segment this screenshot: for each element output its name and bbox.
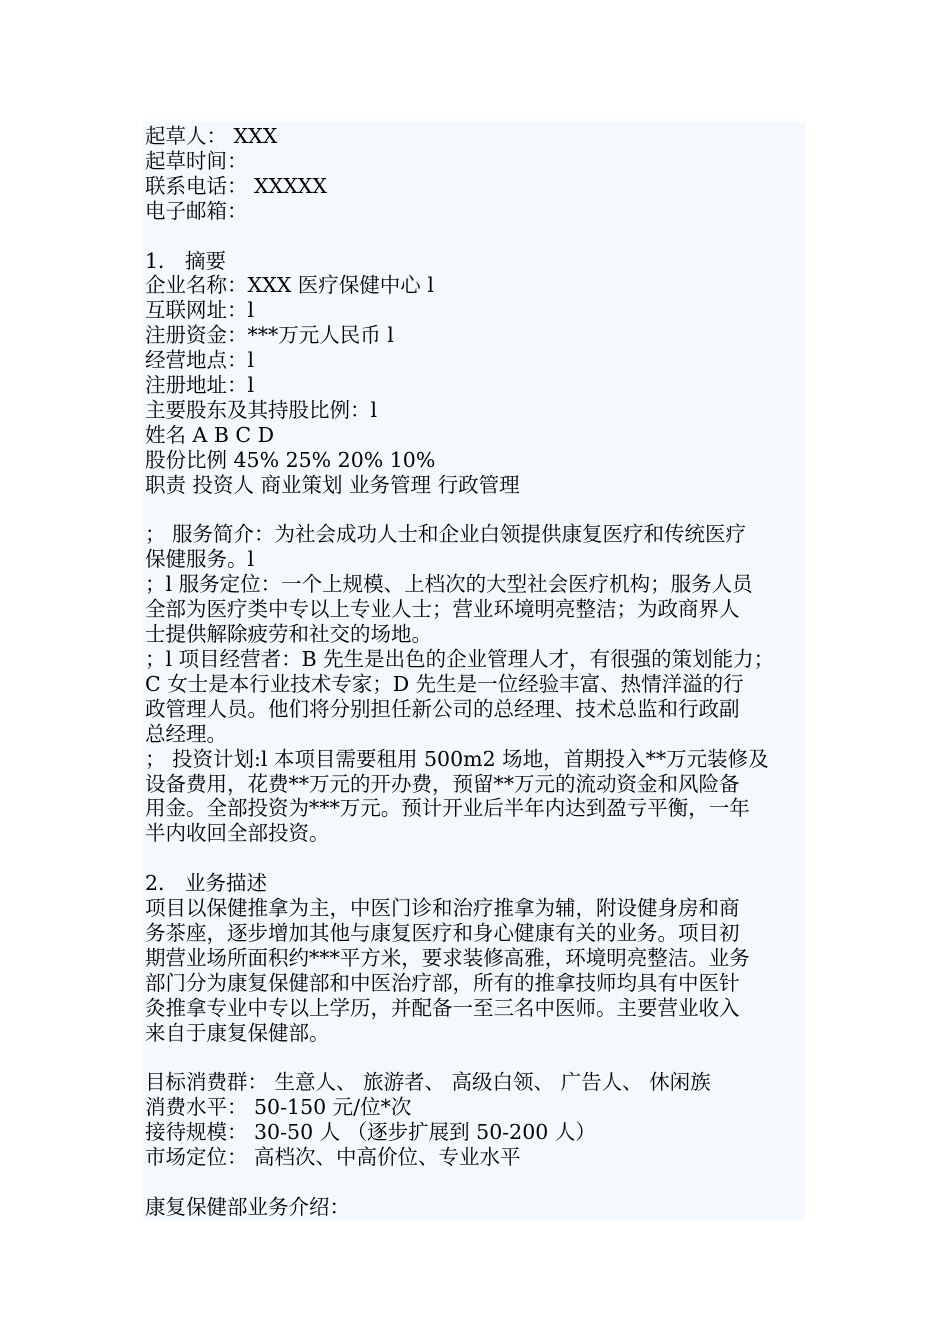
service-positioning-line: ；l 服务定位：一个上规模、上档次的大型社会医疗机构；服务人员: [145, 572, 753, 597]
business-location-line: 经营地点：l: [145, 348, 255, 373]
project-operators-line: 政管理人员。他们将分别担任新公司的总经理、技术总监和行政副: [145, 696, 740, 721]
investment-plan-line: 半内收回全部投资。: [145, 821, 330, 846]
document-body: [145, 124, 810, 1220]
business-description-line: 灸推拿专业中专以上学历，并配备一至三名中医师。主要营业收入: [145, 995, 740, 1020]
service-intro-line: ； 服务简介：为社会成功人士和企业白领提供康复医疗和传统医疗: [145, 522, 747, 547]
investment-plan-line: 用金。全部投资为***万元。预计开业后半年内达到盈亏平衡，一年: [145, 796, 750, 821]
registered-address-line: 注册地址：l: [145, 373, 255, 398]
spacer: [145, 1170, 810, 1195]
phone-line: 联系电话： XXXXX: [145, 173, 327, 198]
spacer: [145, 846, 810, 871]
draft-time-line: 起草时间：: [145, 148, 248, 173]
project-operators-line: C 女士是本行业技术专家；D 先生是一位经验丰富、热情洋溢的行: [145, 671, 744, 696]
service-positioning-line: 全部为医疗类中专以上专业人士；营业环境明亮整洁；为政商界人: [145, 597, 740, 622]
section-title-summary: 1． 摘要: [145, 248, 227, 273]
business-description-line: 来自于康复保健部。: [145, 1020, 330, 1045]
drafter-line: 起草人： XXX: [145, 124, 278, 148]
investment-plan-line: 设备费用，花费**万元的开办费，预留**万元的流动资金和风险备: [145, 771, 740, 796]
website-line: 互联网址：l: [145, 298, 255, 323]
investment-plan-line: ； 投资计划:l 本项目需要租用 500m2 场地，首期投入**万元装修及: [145, 746, 769, 771]
business-description-line: 期营业场所面积约***平方米，要求装修高雅，环境明亮整洁。业务: [145, 945, 750, 970]
service-intro-line: 保健服务。l: [145, 547, 255, 572]
project-operators-line: 总经理。: [145, 721, 227, 746]
section-title-business: 2． 业务描述: [145, 871, 268, 896]
business-description-line: 项目以保健推拿为主，中医门诊和治疗推拿为辅，附设健身房和商: [145, 896, 740, 921]
spacer: [145, 1045, 810, 1070]
company-name-line: 企业名称：XXX 医疗保健中心 l: [145, 273, 434, 298]
spending-level-line: 消费水平： 50-150 元/位*次: [145, 1095, 412, 1120]
capital-line: 注册资金：***万元人民币 l: [145, 323, 394, 348]
target-customers-line: 目标消费群： 生意人、 旅游者、 高级白领、 广告人、 休闲族: [145, 1070, 711, 1095]
shareholders-names-line: 姓名 A B C D: [145, 422, 275, 447]
spacer: [145, 498, 810, 523]
business-description-line: 部门分为康复保健部和中医治疗部，所有的推拿技师均具有中医针: [145, 970, 740, 995]
shareholders-duties-line: 职责 投资人 商业策划 业务管理 行政管理: [145, 472, 520, 497]
shareholders-title-line: 主要股东及其持股比例：l: [145, 397, 378, 422]
rehab-dept-title-line: 康复保健部业务介绍：: [145, 1194, 350, 1219]
email-line: 电子邮箱：: [145, 198, 248, 223]
project-operators-line: ；l 项目经营者：B 先生是出色的企业管理人才，有很强的策划能力；: [145, 647, 775, 671]
market-positioning-line: 市场定位： 高档次、中高价位、专业水平: [145, 1145, 521, 1170]
spacer: [145, 224, 810, 249]
service-positioning-line: 士提供解除疲劳和社交的场地。: [145, 622, 432, 647]
shareholders-shares-line: 股份比例 45% 25% 20% 10%: [145, 447, 436, 472]
capacity-line: 接待规模： 30-50 人 （逐步扩展到 50-200 人）: [145, 1120, 596, 1145]
business-description-line: 务茶座，逐步增加其他与康复医疗和身心健康有关的业务。项目初: [145, 920, 740, 945]
